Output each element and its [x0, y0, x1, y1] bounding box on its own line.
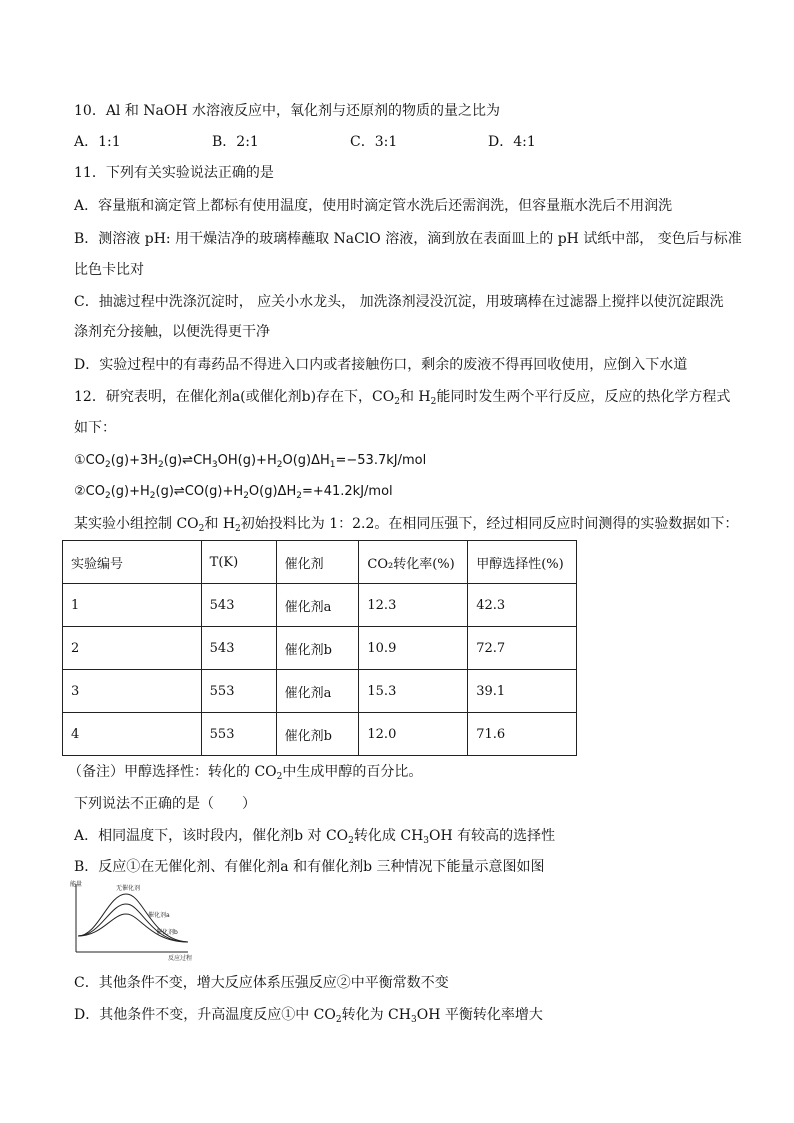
q10-options — [74, 131, 634, 151]
table-header-row — [63, 541, 577, 584]
text: 转化为 CH — [341, 1007, 411, 1023]
table-cell: 72.7 — [468, 627, 577, 670]
q11-option-a: A．容量瓶和滴定管上都标有使用温度，使用时滴定管水洗后还需润洗，但容量瓶水洗后不用润洗 — [74, 198, 673, 214]
q12-option-b: B．反应①在无催化剂、有催化剂a 和有催化剂b 三种情况下能量示意图如图 — [74, 859, 545, 875]
text: A．相同温度下，该时段内，催化剂b 对 CO — [74, 828, 349, 844]
table-header-cell: 实验编号 — [63, 541, 202, 584]
text: O(g)ΔH — [248, 484, 297, 499]
table-header-cell: 催化剂 — [276, 541, 359, 584]
q12-option-d: D．其他条件不变，升高温度反应①中 $CO_2$转化为 $CH_3OH$ 平衡转化率增大 — [74, 1007, 543, 1025]
q12-option-a: A．相同温度下，该时段内，催化剂b 对 $CO_2$转化成 $CH_3OH$ 有较高的选择性 — [74, 828, 556, 846]
table-header-cell: CO₂转化率(%) — [359, 541, 468, 584]
q11-option-b-line2: 比色卡比对 — [74, 262, 144, 278]
table-cell: 553 — [201, 670, 276, 713]
text: (g)⇌CO(g)+H — [155, 484, 244, 499]
text: ①CO — [74, 453, 105, 468]
table-cell: 2 — [63, 627, 202, 670]
table-cell: 553 — [201, 713, 276, 756]
table-cell: 543 — [201, 584, 276, 627]
text: 能同时发生两个平行反应，反应的热化学方程式 — [436, 389, 731, 405]
q12-table-intro: 某实验小组控制 $CO_2$和 $H_2$初始投料比为 1：2.2。在相同压强下，经过相同反应时间测得的实验数据如下： — [74, 516, 739, 534]
q12-option-c: C．其他条件不变，增大反应体系压强反应②中平衡常数不变 — [74, 975, 449, 991]
curve-catalyst-a — [78, 904, 188, 942]
table-row — [63, 627, 577, 670]
table-cell: 39.1 — [468, 670, 577, 713]
table-row — [63, 713, 577, 756]
table-cell: 催化剂b — [276, 627, 359, 670]
table-header-cell: 甲醇选择性(%) — [468, 541, 577, 584]
table-cell: 10.9 — [359, 627, 468, 670]
text: =−53.7kJ/mol — [335, 453, 427, 468]
table-cell: 42.3 — [468, 584, 577, 627]
experiment-table — [62, 540, 577, 756]
text: (g)⇌CH — [163, 453, 212, 468]
table-note: （备注）甲醇选择性：转化的 $CO_2$中生成甲醇的百分比。 — [68, 764, 423, 782]
text: =+41.2kJ/mol — [301, 484, 393, 499]
table-cell: 催化剂b — [276, 713, 359, 756]
text: (g)+H — [110, 484, 150, 499]
table-cell: 12.3 — [359, 584, 468, 627]
table-cell: 12.0 — [359, 713, 468, 756]
energy-diagram — [70, 880, 200, 962]
text: 转化成 CH — [353, 828, 424, 844]
table-cell: 催化剂a — [276, 670, 359, 713]
q10-option-c: C．3:1 — [350, 134, 398, 150]
x-axis-label: 反应过程 — [168, 955, 193, 962]
label-catalyst-b: 催化剂b — [156, 929, 178, 936]
label-catalyst-a: 催化剂a — [148, 912, 170, 919]
q10-option-d: D．4:1 — [488, 134, 536, 150]
text: OH 有较高的选择性 — [429, 828, 556, 844]
y-axis-label: 能量 — [70, 881, 83, 888]
table-row — [63, 670, 577, 713]
table-row — [63, 584, 577, 627]
q10-option-a: A．1:1 — [74, 134, 121, 150]
text: 和 H — [204, 516, 236, 532]
label-no-catalyst: 无催化剂 — [116, 885, 141, 892]
table-cell: 催化剂a — [276, 584, 359, 627]
text: D．其他条件不变，升高温度反应①中 CO — [74, 1007, 336, 1023]
equation-1: $①CO_2(g)+3H_2(g)\rightleftharpoons CH_3OH(g)+H_2O(g)\Delta H_1=-53.7kJ$/mol — [74, 453, 427, 470]
q11-option-d: D．实验过程中的有毒药品不得进入口内或者接触伤口，剩余的废液不得再回收使用，应倒入下水道 — [74, 357, 688, 373]
q11-stem: 11．下列有关实验说法正确的是 — [74, 165, 274, 181]
table-cell: 1 — [63, 584, 202, 627]
equation-2: $②CO_2(g)+H_2(g)\rightleftharpoons CO(g)+H_2O(g)\Delta H_2=+41.2kJ$/mol — [74, 484, 393, 501]
q12-stem-line2: 如下： — [74, 420, 116, 436]
text: 某实验小组控制 CO — [74, 516, 199, 532]
text: 中生成甲醇的百分比。 — [282, 764, 423, 780]
table-header-cell: T(K) — [201, 541, 276, 584]
table-cell: 3 — [63, 670, 202, 713]
q12-ask: 下列说法不正确的是（ ） — [74, 796, 256, 812]
q11-option-c-line2: 涤剂充分接触，以便洗得更干净 — [74, 324, 270, 340]
q11-option-b-line1: B．测溶液 pH: 用干燥洁净的玻璃棒蘸取 NaClO 溶液，滴到放在表面皿上的 pH 试纸中部， 变色后与标准 — [74, 231, 742, 247]
text: O(g)ΔH — [282, 453, 330, 468]
text: （备注）甲醇选择性：转化的 CO — [68, 764, 277, 780]
table-cell: 4 — [63, 713, 202, 756]
text: 初始投料比为 1：2.2。在相同压强下，经过相同反应时间测得的实验数据如下： — [240, 516, 739, 532]
table-cell: 15.3 — [359, 670, 468, 713]
text: (g)+3H — [110, 453, 159, 468]
text: 12．研究表明，在催化剂a(或催化剂b)存在下，CO — [74, 389, 395, 405]
text: OH(g)+H — [217, 453, 277, 468]
text: ②CO — [74, 484, 105, 499]
q10-stem: 10．Al 和 NaOH 水溶液反应中，氧化剂与还原剂的物质的量之比为 — [74, 103, 501, 119]
table-cell: 71.6 — [468, 713, 577, 756]
q10-option-b: B．2:1 — [212, 134, 259, 150]
q11-option-c-line1: C．抽滤过程中洗涤沉淀时， 应关小水龙头， 加洗涤剂浸没沉淀，用玻璃棒在过滤器上搅拌以使沉淀跟洗 — [74, 294, 724, 310]
text: OH 平衡转化率增大 — [416, 1007, 543, 1023]
table-cell: 543 — [201, 627, 276, 670]
text: 和 H — [399, 389, 431, 405]
q12-stem-line1: 12．研究表明，在催化剂a(或催化剂b)存在下，$CO_2$和 $H_2$能同时发生两个平行反应，反应的热化学方程式 — [74, 389, 731, 407]
